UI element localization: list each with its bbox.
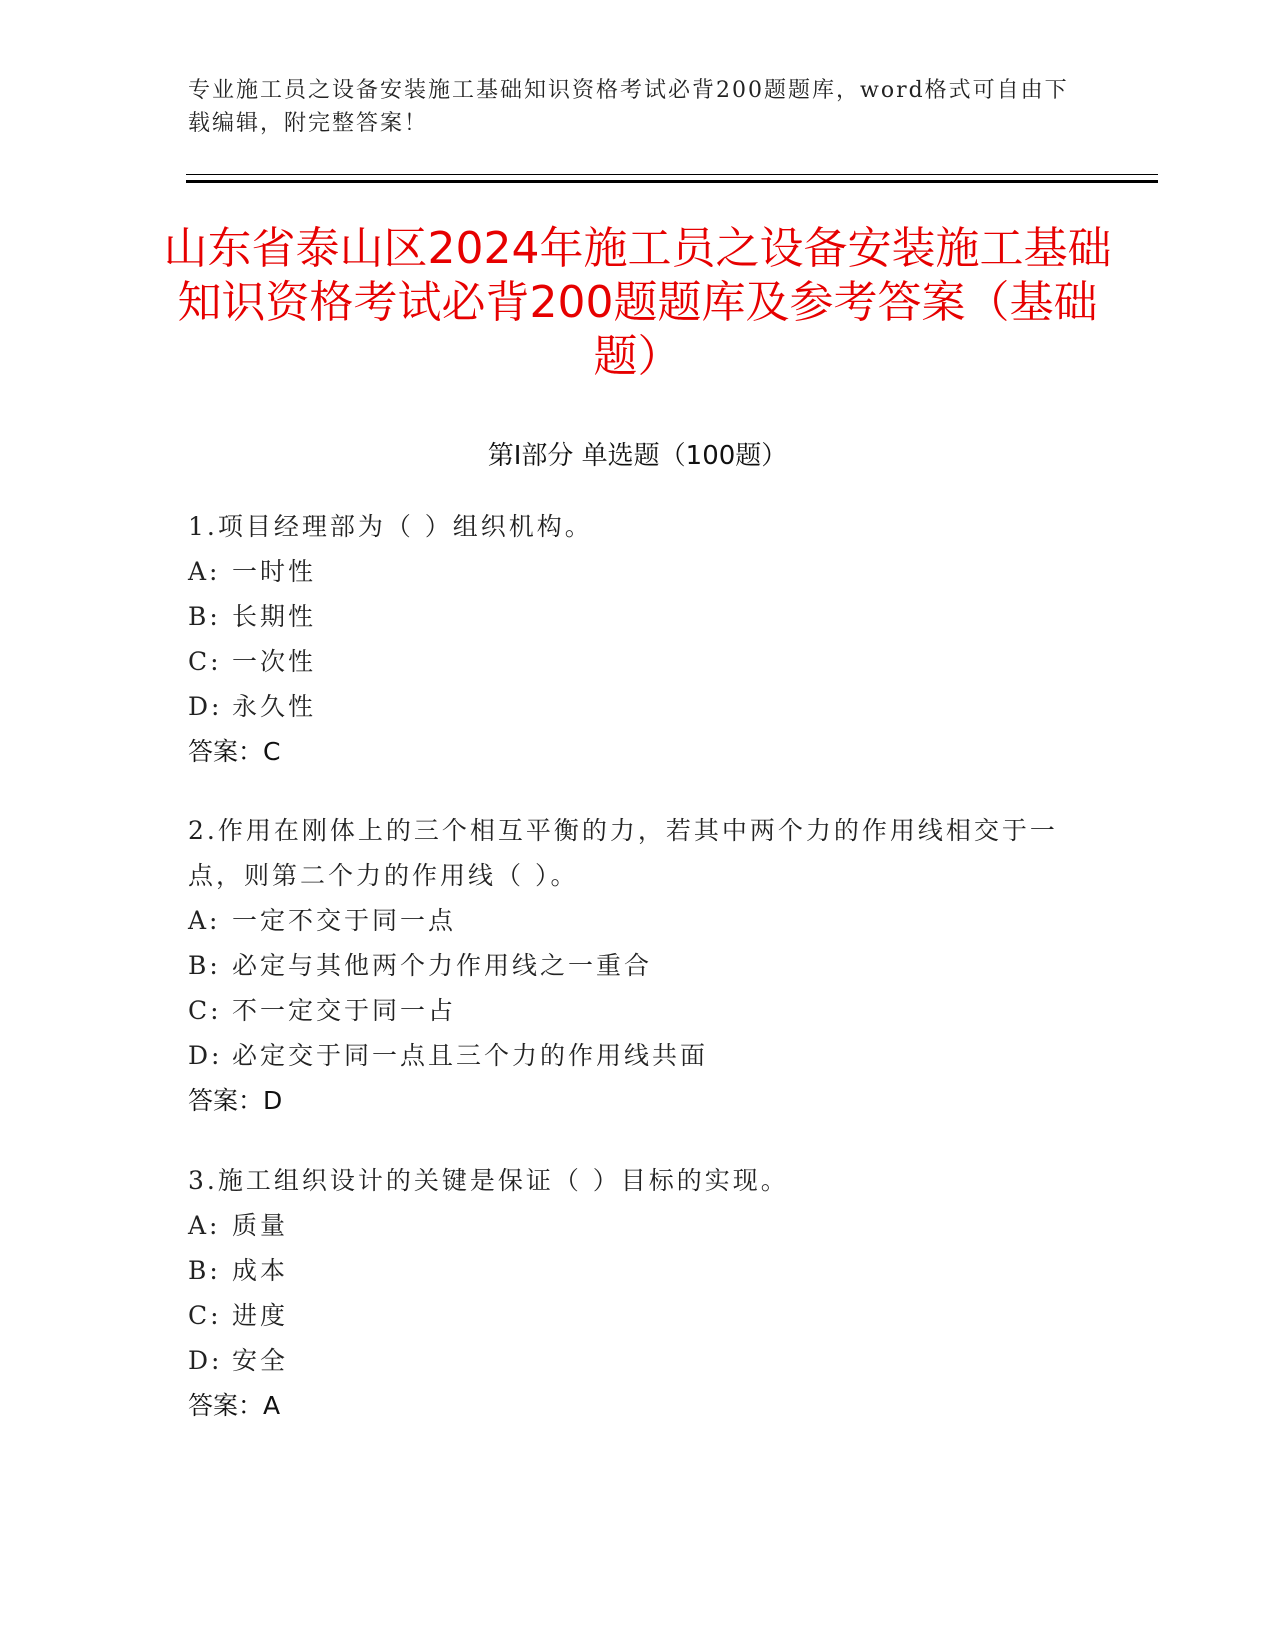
option-text: 一定不交于同一点 [232,906,457,935]
option-b [188,594,1088,639]
option-text: 必定交于同一点且三个力的作用线共面 [232,1041,709,1070]
option-text: 安全 [232,1346,289,1375]
option-text: 必定与其他两个力作用线之一重合 [232,951,653,980]
option-c [188,639,1088,684]
option-letter: A: [188,906,221,935]
option-letter: C: [188,996,222,1025]
option-text: 成本 [232,1256,289,1285]
option-a [188,1203,1088,1248]
section-heading: 第Ⅰ部分 单选题（100题） [487,441,788,471]
question-1 [188,504,1088,774]
question-stem: 1.项目经理部为（ ）组织机构。 [188,512,593,541]
option-letter: D: [188,692,223,721]
option-text: 质量 [232,1211,289,1240]
option-text: 永久性 [232,692,317,721]
option-b [188,943,1088,988]
question-2 [188,808,1088,1123]
option-letter: B: [188,602,221,631]
option-text: 不一定交于同一占 [232,996,457,1025]
header-rule-thin [186,174,1158,175]
answer-line: 答案：A [188,1391,281,1420]
option-a [188,898,1088,943]
option-d [188,1338,1088,1383]
option-letter: C: [188,1301,222,1330]
header-rule-thick [186,180,1158,183]
option-a [188,549,1088,594]
option-letter: B: [188,951,221,980]
answer-line: 答案：C [188,737,281,766]
option-letter: B: [188,1256,221,1285]
question-stem: 3.施工组织设计的关键是保证（ ）目标的实现。 [188,1166,789,1195]
option-text: 一次性 [232,647,317,676]
option-letter: C: [188,647,222,676]
question-stem: 2.作用在刚体上的三个相互平衡的力，若其中两个力的作用线相交于一点，则第二个力的作用线（ ）。 [188,816,1058,890]
option-d [188,684,1088,729]
answer-line: 答案：D [188,1086,283,1115]
document-title: 山东省泰山区2024年施工员之设备安装施工基础知识资格考试必背200题题库及参考答案（基础题） [163,223,1112,382]
option-letter: D: [188,1041,223,1070]
header-note: 专业施工员之设备安装施工基础知识资格考试必背200题题库，word格式可自由下载编辑，附完整答案！ [188,78,1069,136]
option-c [188,1293,1088,1338]
option-c [188,988,1088,1033]
option-letter: D: [188,1346,223,1375]
option-text: 一时性 [232,557,317,586]
option-letter: A: [188,1211,221,1240]
option-text: 进度 [232,1301,289,1330]
option-b [188,1248,1088,1293]
option-letter: A: [188,557,221,586]
question-3 [188,1158,1088,1428]
option-d [188,1033,1088,1078]
option-text: 长期性 [232,602,317,631]
